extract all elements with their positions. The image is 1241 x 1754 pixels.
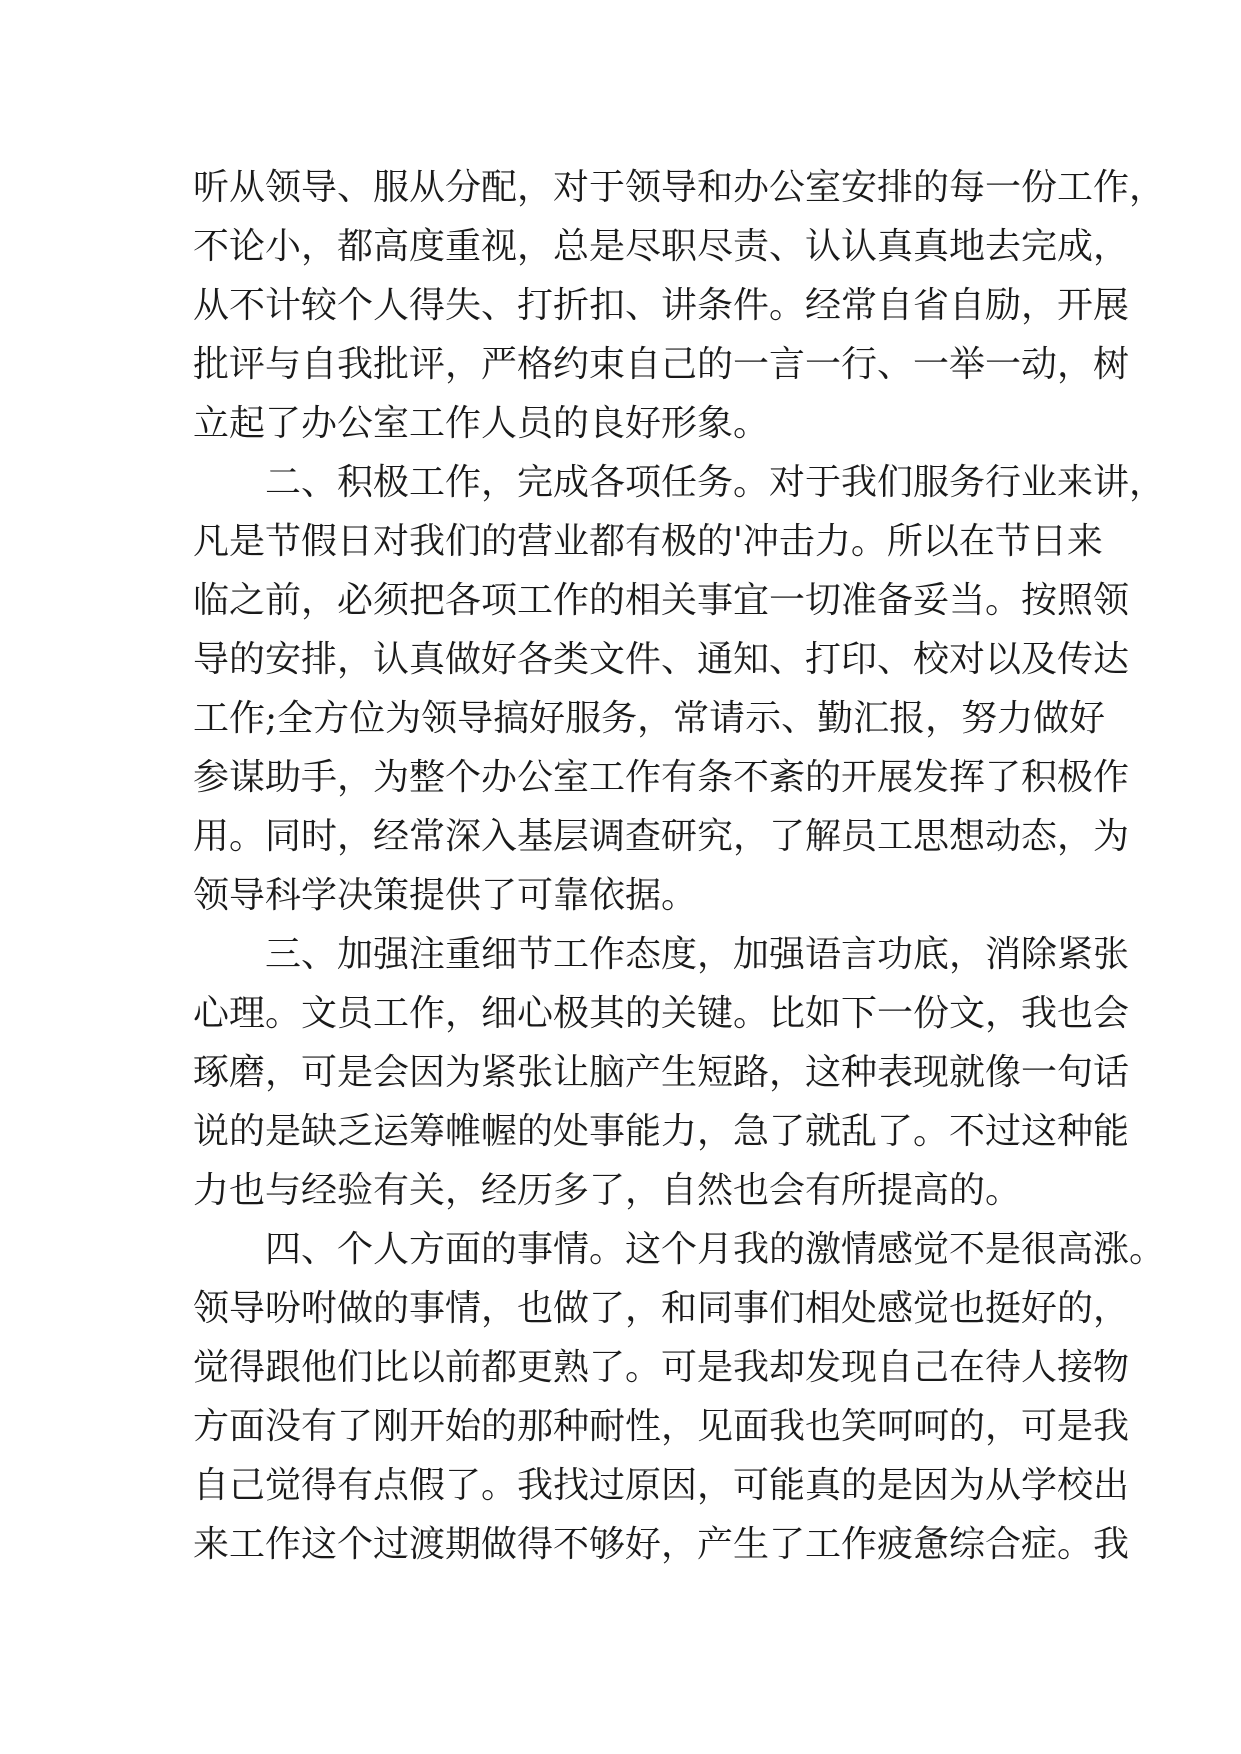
text-line: 琢磨，可是会因为紧张让脑产生短路，这种表现就像一句话: [193, 1052, 1130, 1093]
text-line: 用。同时，经常深入基层调查研究，了解员工思想动态，为: [193, 816, 1130, 857]
text-line: 立起了办公室工作人员的良好形象。: [193, 403, 770, 444]
text-line: 不论小，都高度重视，总是尽职尽责、认认真真地去完成，: [193, 226, 1130, 267]
text-line: 临之前，必须把各项工作的相关事宜一切准备妥当。按照领: [193, 580, 1130, 621]
text-line: 觉得跟他们比以前都更熟了。可是我却发现自己在待人接物: [193, 1347, 1130, 1388]
text-line: 领导科学决策提供了可靠依据。: [193, 875, 698, 916]
text-line: 批评与自我批评，严格约束自己的一言一行、一举一动，树: [193, 344, 1130, 385]
text-line: 凡是节假日对我们的营业都有极的'冲击力。所以在节日来: [193, 521, 1103, 562]
text-line: 工作;全方位为领导搞好服务，常请示、勤汇报，努力做好: [193, 698, 1106, 739]
text-line: 二、积极工作，完成各项任务。对于我们服务行业来讲，: [193, 462, 1166, 503]
text-line: 方面没有了刚开始的那种耐性，见面我也笑呵呵的，可是我: [193, 1406, 1130, 1447]
text-line: 听从领导、服从分配，对于领导和办公室安排的每一份工作，: [193, 167, 1166, 208]
text-line: 力也与经验有关，经历多了，自然也会有所提高的。: [193, 1170, 1022, 1211]
text-line: 来工作这个过渡期做得不够好，产生了工作疲惫综合症。我: [193, 1524, 1130, 1565]
text-line: 心理。文员工作，细心极其的关键。比如下一份文，我也会: [193, 993, 1130, 1034]
text-line: 三、加强注重细节工作态度，加强语言功底，消除紧张: [193, 934, 1130, 975]
text-line: 四、个人方面的事情。这个月我的激情感觉不是很高涨。: [193, 1229, 1166, 1270]
text-line: 参谋助手，为整个办公室工作有条不紊的开展发挥了积极作: [193, 757, 1130, 798]
text-line: 自己觉得有点假了。我找过原因，可能真的是因为从学校出: [193, 1465, 1130, 1506]
document-body: [193, 158, 1166, 1574]
text-line: 领导吩咐做的事情，也做了，和同事们相处感觉也挺好的，: [193, 1288, 1130, 1329]
text-line: 说的是缺乏运筹帷幄的处事能力，急了就乱了。不过这种能: [193, 1111, 1130, 1152]
text-line: 从不计较个人得失、打折扣、讲条件。经常自省自励，开展: [193, 285, 1130, 326]
text-line: 导的安排，认真做好各类文件、通知、打印、校对以及传达: [193, 639, 1130, 680]
